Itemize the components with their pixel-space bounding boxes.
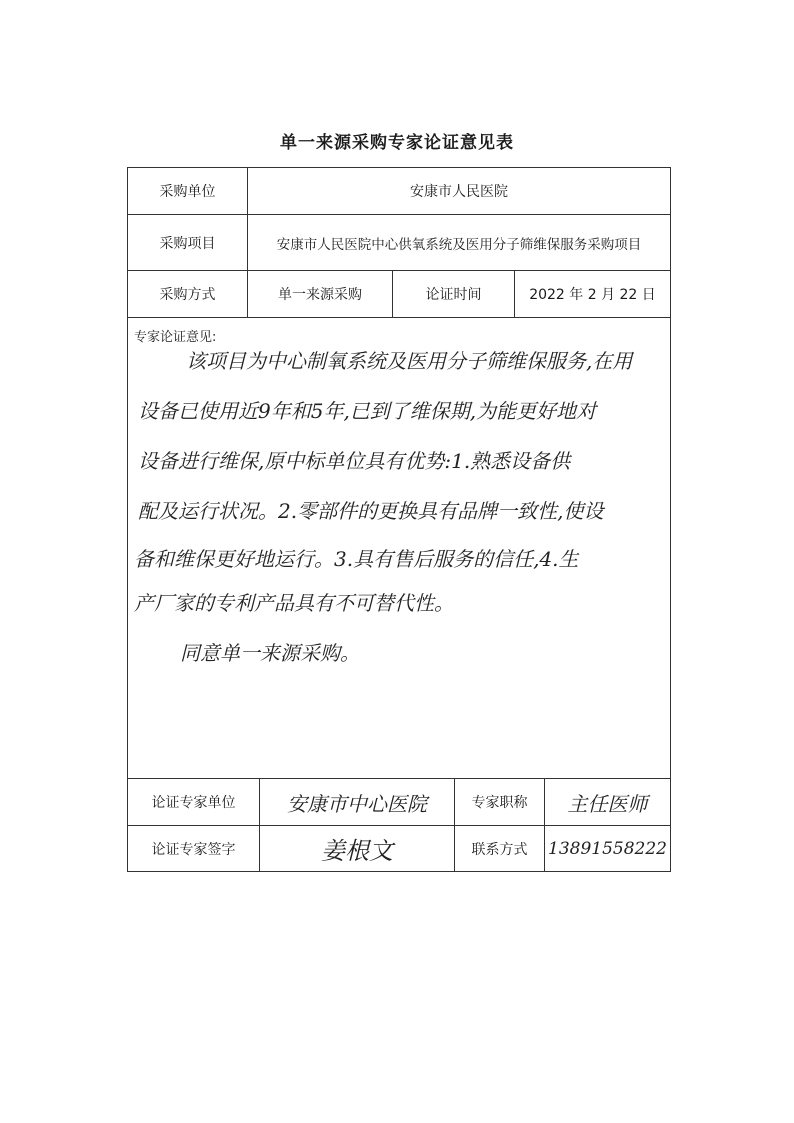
expert-unit-label: 论证专家单位 [128,779,260,825]
contact-label: 联系方式 [455,826,545,871]
opinion-form [127,167,671,872]
expert-title-value: 主任医师 [567,791,648,816]
row-expert-unit [128,778,670,826]
date-value: 2022 年 2 月 22 日 [529,287,656,303]
date-label: 论证时间 [393,271,515,317]
opinion-line: 备和维保更好地运行。3.具有售后服务的信任,4.生 [134,547,579,571]
opinion-line: 配及运行状况。2.零部件的更换具有品牌一致性,使设 [138,499,604,523]
purchaser-value: 安康市人民医院 [410,184,508,200]
expert-unit-value: 安康市中心医院 [260,779,455,825]
opinion-line: 产厂家的专利产品具有不可替代性。 [134,591,454,615]
row-expert-sign [128,826,670,871]
opinion-line: 同意单一来源采购。 [180,641,360,665]
opinion-label: 专家论证意见: [134,330,217,345]
opinion-line: 设备进行维保,原中标单位具有优势:1.熟悉设备供 [138,449,571,473]
handwritten-opinion [128,168,670,778]
opinion-line: 该项目为中心制氧系统及医用分子筛维保服务,在用 [186,349,633,373]
expert-signature: 姜根文 [260,826,455,871]
method-value: 单一来源采购 [248,271,393,317]
page-title: 单一来源采购专家论证意见表 [280,133,514,153]
project-value: 安康市人民医院中心供氧系统及医用分子筛维保服务采购项目 [276,236,642,253]
expert-title-label: 专家职称 [455,779,545,825]
contact-value: 13891558222 [548,838,667,859]
method-label: 采购方式 [128,271,248,317]
opinion-line: 设备已使用近9年和5年,已到了维保期,为能更好地对 [138,399,597,423]
purchaser-label: 采购单位 [128,168,248,214]
expert-sign-label: 论证专家签字 [128,826,260,871]
project-label: 采购项目 [128,215,248,270]
